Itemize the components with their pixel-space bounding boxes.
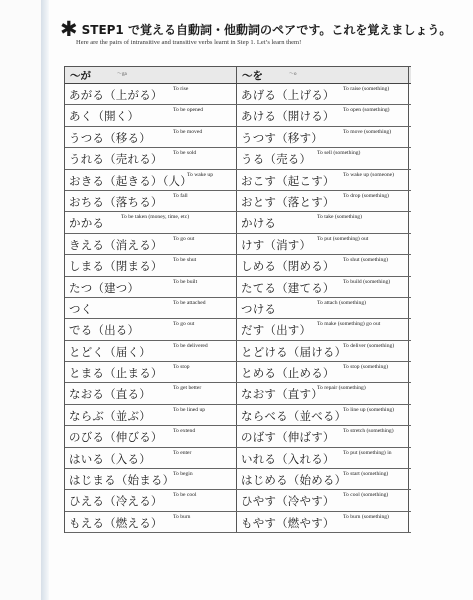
transitive-cell <box>237 341 409 361</box>
transitive-cell <box>237 469 409 489</box>
transitive-meaning: To move (something) <box>343 128 392 135</box>
transitive-meaning: To take (something) <box>317 214 362 221</box>
transitive-cell <box>237 105 409 125</box>
intransitive-meaning: To begin <box>173 471 193 478</box>
intransitive-meaning: To rise <box>173 86 189 92</box>
book-spine-shadow <box>41 0 49 600</box>
table-row <box>65 212 411 233</box>
intransitive-verb: つく <box>69 301 93 316</box>
intransitive-verb: とまる（止まる） <box>69 366 163 381</box>
transitive-cell <box>237 426 409 446</box>
header-romaji-o: ～o <box>289 72 297 77</box>
transitive-verb: けす（消す） <box>241 237 312 252</box>
intransitive-cell <box>65 469 237 489</box>
intransitive-verb: おきる（起きる）（人） <box>69 173 192 188</box>
intransitive-verb: あがる（上がる） <box>69 88 163 102</box>
intransitive-meaning: To fall <box>173 192 188 199</box>
table-row <box>65 469 411 490</box>
transitive-verb: うつす（移す） <box>241 130 323 145</box>
intransitive-verb: きえる（消える） <box>69 237 163 252</box>
intransitive-meaning: To be moved <box>173 128 203 135</box>
intransitive-verb: もえる（燃える） <box>69 515 163 530</box>
intransitive-cell <box>65 426 237 446</box>
intransitive-verb: はいる（入る） <box>69 451 151 466</box>
header-cell-transitive <box>237 67 409 83</box>
transitive-meaning: To wake up (someone) <box>343 171 395 178</box>
transitive-meaning: To line up (something) <box>343 406 395 413</box>
title-row <box>60 17 460 41</box>
transitive-cell <box>237 148 409 168</box>
table-row <box>65 426 411 447</box>
transitive-meaning: To deliver (something) <box>343 342 395 349</box>
transitive-meaning: To stretch (something) <box>343 428 394 435</box>
intransitive-cell <box>65 298 237 318</box>
transitive-meaning: To open (something) <box>343 107 390 114</box>
intransitive-meaning: To be sold <box>173 150 197 157</box>
intransitive-verb: でる（出る） <box>69 323 140 338</box>
intransitive-meaning: To be opened <box>173 107 204 114</box>
intransitive-meaning: To be cool <box>173 492 197 499</box>
transitive-meaning: To drop (something) <box>343 192 389 199</box>
intransitive-cell <box>65 127 237 147</box>
transitive-cell <box>237 191 409 211</box>
table-row <box>65 362 411 383</box>
intransitive-meaning: To get better <box>173 385 202 392</box>
transitive-cell <box>237 255 409 275</box>
intransitive-cell <box>65 383 237 403</box>
intransitive-meaning: To be built <box>173 278 198 285</box>
transitive-cell <box>237 234 409 254</box>
header-label-ga: 〜が <box>70 70 91 82</box>
transitive-meaning: To burn (something) <box>343 513 389 520</box>
intransitive-verb: はじまる（始まる） <box>69 473 175 488</box>
transitive-verb: あげる（上げる） <box>241 88 335 102</box>
intransitive-meaning: To extend <box>173 428 196 435</box>
transitive-cell <box>237 277 409 297</box>
header-romaji-ga: ～ga <box>117 72 127 77</box>
transitive-cell <box>237 127 409 147</box>
intransitive-meaning: To be delivered <box>173 342 208 349</box>
transitive-verb: いれる（入れる） <box>241 451 335 466</box>
transitive-verb: しめる（閉める） <box>241 259 335 274</box>
transitive-meaning: To cool (something) <box>343 492 389 499</box>
header <box>60 17 460 46</box>
transitive-meaning: To build (something) <box>343 278 391 285</box>
transitive-cell <box>237 212 409 232</box>
asterisk-icon: ✱ <box>60 17 78 41</box>
intransitive-cell <box>65 405 237 425</box>
intransitive-verb: ひえる（冷える） <box>69 494 163 509</box>
intransitive-meaning: To burn <box>173 513 191 520</box>
intransitive-meaning: To be attached <box>173 299 206 306</box>
intransitive-cell <box>65 255 237 275</box>
intransitive-cell <box>65 170 237 190</box>
transitive-verb: なおす（直す） <box>241 387 323 402</box>
table-row <box>65 341 411 362</box>
intransitive-verb: なおる（直る） <box>69 387 151 402</box>
transitive-verb: だす（出す） <box>241 323 312 338</box>
table-row <box>65 512 411 533</box>
intransitive-meaning: To go out <box>173 235 195 242</box>
table-row <box>65 298 411 319</box>
intransitive-verb: たつ（建つ） <box>69 280 140 295</box>
transitive-meaning: To sell (something) <box>317 150 361 157</box>
transitive-cell <box>237 84 409 104</box>
intransitive-cell <box>65 448 237 468</box>
transitive-verb: おこす（起こす） <box>241 173 335 188</box>
transitive-verb: たてる（建てる） <box>241 280 335 295</box>
transitive-verb: もやす（燃やす） <box>241 515 335 530</box>
table-row <box>65 105 411 126</box>
transitive-verb: かける <box>241 216 277 231</box>
transitive-verb: ひやす（冷やす） <box>241 494 335 509</box>
transitive-cell <box>237 319 409 339</box>
intransitive-meaning: To be lined up <box>173 406 206 413</box>
intransitive-cell <box>65 277 237 297</box>
transitive-cell <box>237 362 409 382</box>
transitive-verb: うる（売る） <box>241 152 312 167</box>
transitive-verb: つける <box>241 301 277 316</box>
transitive-verb: はじめる（始める） <box>241 473 347 488</box>
intransitive-verb: うれる（売れる） <box>69 152 163 167</box>
intransitive-verb: しまる（閉まる） <box>69 259 163 274</box>
transitive-meaning: To stop (something) <box>343 364 388 371</box>
table-row <box>65 277 411 298</box>
table-row <box>65 148 411 169</box>
intransitive-cell <box>65 362 237 382</box>
intransitive-meaning: To wake up <box>187 171 214 178</box>
intransitive-verb: うつる（移る） <box>69 130 151 145</box>
intransitive-cell <box>65 234 237 254</box>
transitive-cell <box>237 405 409 425</box>
page-subtitle: Here are the pairs of intransitive and transitive verbs learnt in Step 1. Let’s learn them! <box>76 39 302 46</box>
table-row <box>65 255 411 276</box>
intransitive-verb: かかる <box>69 216 105 231</box>
transitive-verb: とめる（止める） <box>241 366 335 381</box>
intransitive-cell <box>65 490 237 510</box>
table-row <box>65 170 411 191</box>
transitive-meaning: To put (something) out <box>317 235 369 242</box>
intransitive-cell <box>65 319 237 339</box>
intransitive-verb: ならぶ（並ぶ） <box>69 408 151 423</box>
transitive-verb: のばす（伸ばす） <box>241 430 335 445</box>
intransitive-cell <box>65 341 237 361</box>
table-row <box>65 490 411 511</box>
intransitive-meaning: To be shut <box>173 257 197 264</box>
transitive-cell <box>237 383 409 403</box>
table-row <box>65 383 411 404</box>
transitive-meaning: To repair (something) <box>317 385 366 392</box>
table-row <box>65 405 411 426</box>
transitive-meaning: To shut (something) <box>343 257 388 264</box>
intransitive-cell <box>65 105 237 125</box>
intransitive-verb: あく（開く） <box>69 109 140 124</box>
page-title: STEP1 で覚える自動詞・他動詞のペアです。これを覚えましょう。 <box>81 22 452 37</box>
table-row <box>65 448 411 469</box>
table-header-row <box>65 67 411 84</box>
transitive-verb: ならべる（並べる） <box>241 408 347 423</box>
intransitive-cell <box>65 191 237 211</box>
intransitive-meaning: To go out <box>173 321 195 328</box>
intransitive-cell <box>65 512 237 532</box>
transitive-verb: おとす（落とす） <box>241 194 335 209</box>
intransitive-cell <box>65 84 237 104</box>
intransitive-meaning: To be taken (money, time, etc) <box>121 214 190 221</box>
transitive-meaning: To raise (something) <box>343 86 390 92</box>
intransitive-cell <box>65 148 237 168</box>
intransitive-meaning: To enter <box>173 449 192 456</box>
transitive-cell <box>237 512 409 532</box>
header-cell-intransitive <box>65 67 237 83</box>
transitive-cell <box>237 298 409 318</box>
table-row <box>65 234 411 255</box>
intransitive-verb: のびる（伸びる） <box>69 430 163 445</box>
intransitive-cell <box>65 212 237 232</box>
transitive-meaning: To make (something) go out <box>317 321 381 328</box>
transitive-cell <box>237 490 409 510</box>
verb-pair-table <box>64 66 411 533</box>
table-row <box>65 319 411 340</box>
table-row <box>65 191 411 212</box>
table-row <box>65 127 411 148</box>
transitive-cell <box>237 448 409 468</box>
header-label-o: 〜を <box>242 70 263 82</box>
intransitive-verb: おちる（落ちる） <box>69 194 163 209</box>
transitive-meaning: To start (something) <box>343 471 389 478</box>
transitive-verb: とどける（届ける） <box>241 344 347 359</box>
table-row <box>65 84 411 105</box>
transitive-verb: あける（開ける） <box>241 109 335 124</box>
transitive-meaning: To put (something) in <box>343 449 392 456</box>
intransitive-meaning: To stop <box>173 364 190 371</box>
transitive-meaning: To attach (something) <box>317 299 367 306</box>
transitive-cell <box>237 170 409 190</box>
intransitive-verb: とどく（届く） <box>69 344 151 359</box>
